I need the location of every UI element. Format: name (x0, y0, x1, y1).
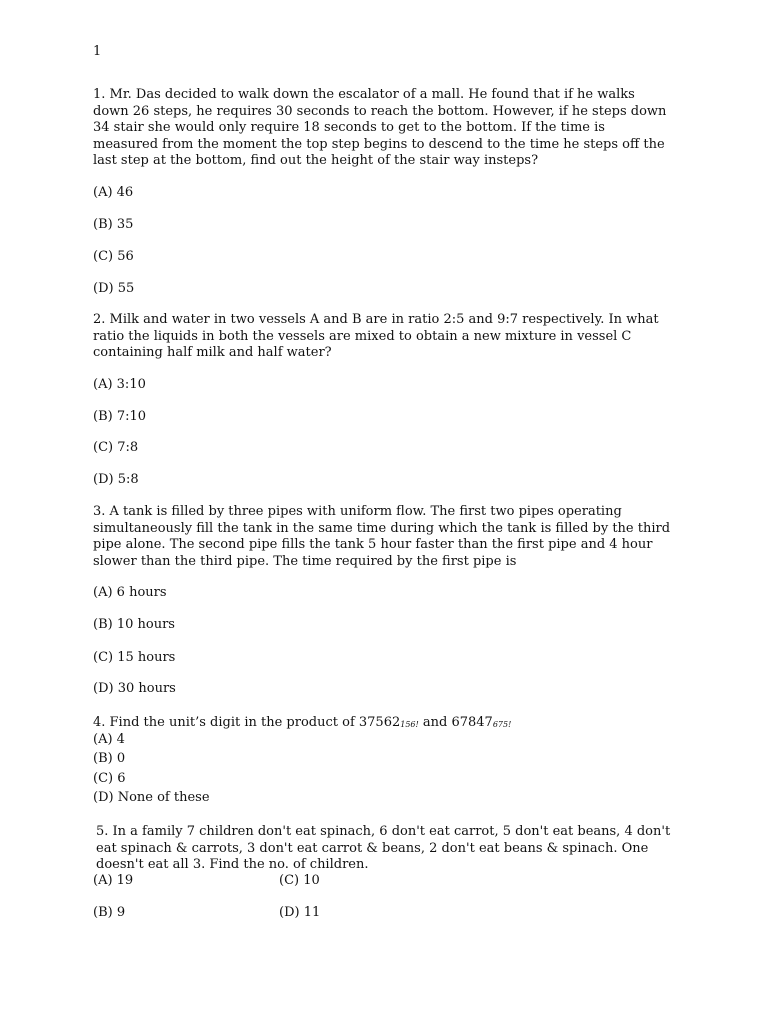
question-1-option-b: (B) 35 (93, 217, 134, 232)
question-1-option-a: (A) 46 (93, 185, 134, 200)
question-2-text: 2. Milk and water in two vessels A and B are in ratio 2:5 and 9:7 respectively. In what ratio the liquids in both the vessels are mixed to obtain a new mixture in vessel C containing half milk and half water? (93, 312, 659, 360)
question-4-exponent-2: 675! (492, 720, 512, 729)
question-3-text: 3. A tank is filled by three pipes with uniform flow. The first two pipes operating simultaneously fill the tank in the same time during which the tank is filled by the third pipe alone. The second pipe fills the tank 5 hour faster than the first pipe and 4 hour slower than the third pipe. The time required by the first pipe is (93, 504, 671, 569)
question-4-option-d: (D) None of these (93, 790, 210, 805)
question-3-option-a: (A) 6 hours (93, 585, 167, 600)
question-4-text (93, 715, 671, 732)
question-1-text: 1. Mr. Das decided to walk down the escalator of a mall. He found that if he walks down 26 steps, he requires 30 seconds to reach the bottom. However, if he steps down 34 stair she would only require 18 seconds to get to the bottom. If the time is measured from the moment the top step begins to descend to the time he steps off the last step at the bottom, find out the height of the stair way insteps? (93, 87, 667, 168)
question-2-option-b: (B) 7:10 (93, 409, 147, 424)
question-1-option-d: (D) 55 (93, 281, 135, 296)
question-4-exponent-1: 156! (400, 720, 419, 729)
question-1-option-c: (C) 56 (93, 249, 134, 264)
question-4-option-a: (A) 4 (93, 732, 125, 747)
question-5-option-c: (C) 10 (279, 873, 320, 888)
question-4-option-b: (B) 0 (93, 751, 126, 766)
question-2-option-c: (C) 7:8 (93, 440, 139, 455)
question-4-text-part-2: and 67847 (418, 715, 493, 730)
question-4-text-part-1: 4. Find the unit’s digit in the product of 37562 (93, 715, 401, 730)
question-2-option-a: (A) 3:10 (93, 377, 146, 392)
question-5-option-d: (D) 11 (279, 905, 321, 920)
question-2-option-d: (D) 5:8 (93, 472, 139, 487)
question-5-text: 5. In a family 7 children don't eat spinach, 6 don't eat carrot, 5 don't eat beans, 4 don't eat spinach & carrots, 3 don't eat carrot & beans, 2 don't eat beans & spinach. One doesn't eat all 3. Find the no. of children. (96, 824, 671, 872)
question-3-option-b: (B) 10 hours (93, 617, 175, 632)
question-5-option-b: (B) 9 (93, 905, 126, 920)
question-5-option-a: (A) 19 (93, 873, 134, 888)
question-3-option-c: (C) 15 hours (93, 650, 176, 665)
question-3-option-d: (D) 30 hours (93, 681, 176, 696)
question-4-option-c: (C) 6 (93, 771, 126, 786)
page-number: 1 (93, 44, 102, 59)
